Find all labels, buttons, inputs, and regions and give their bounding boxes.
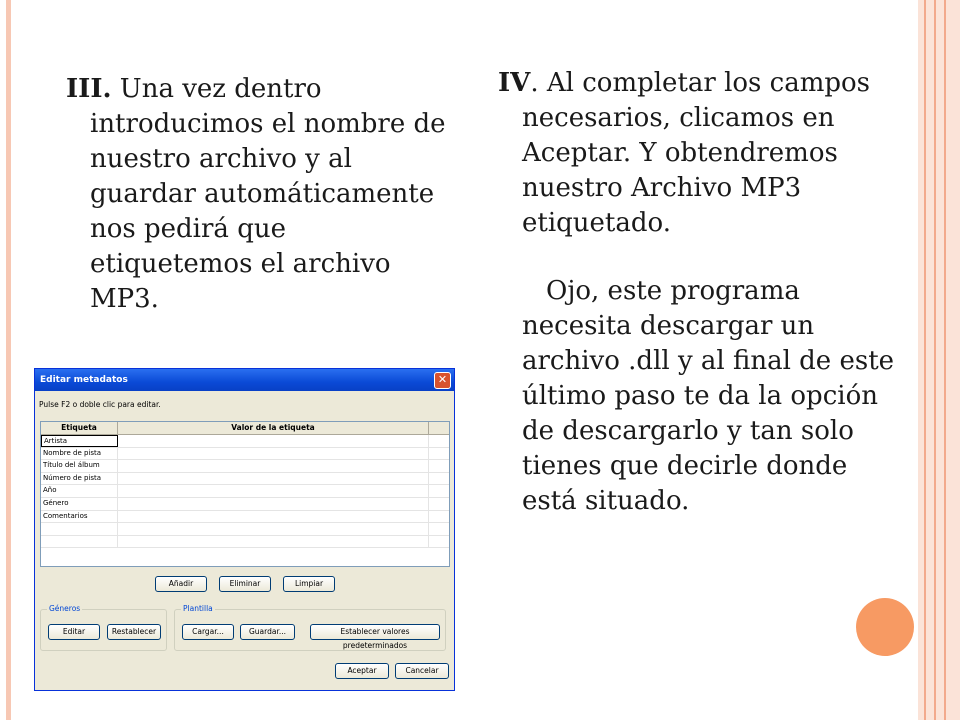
edit-genres-button[interactable]: Editar — [48, 624, 100, 640]
value-cell[interactable] — [118, 460, 429, 472]
tag-cell[interactable]: Género — [41, 498, 118, 510]
dialog-title: Editar metadatos — [40, 375, 128, 385]
tag-cell[interactable]: Título del álbum — [41, 460, 118, 472]
accept-button[interactable]: Aceptar — [335, 663, 389, 679]
genres-group — [40, 604, 167, 651]
right-text-block — [498, 66, 908, 519]
step-three-paragraph — [66, 72, 446, 317]
clear-button[interactable]: Limpiar — [283, 576, 335, 592]
table-row[interactable] — [41, 473, 449, 486]
left-border — [6, 0, 11, 720]
table-row[interactable] — [41, 448, 449, 461]
delete-button[interactable]: Eliminar — [219, 576, 271, 592]
template-group-label: Plantilla — [183, 604, 213, 613]
table-row[interactable] — [41, 523, 449, 536]
table-row[interactable] — [41, 536, 449, 549]
step-text: Una vez dentro introducimos el nombre de nuestro archivo y al guardar automáticamente nos pedirá que etiquetemos el archivo MP3. — [90, 74, 446, 314]
table-header — [41, 422, 449, 435]
cancel-button[interactable]: Cancelar — [395, 663, 449, 679]
tag-cell[interactable]: Artista — [41, 435, 118, 447]
close-icon[interactable]: ✕ — [434, 372, 451, 389]
decorative-circle — [856, 598, 914, 656]
add-button[interactable]: Añadir — [155, 576, 207, 592]
value-cell[interactable] — [118, 523, 429, 535]
dialog-titlebar — [35, 369, 454, 391]
edit-metadata-dialog — [34, 368, 455, 691]
save-template-button[interactable]: Guardar... — [240, 624, 295, 640]
border-stripe — [924, 0, 926, 720]
load-template-button[interactable]: Cargar... — [182, 624, 234, 640]
step-number: IV — [498, 68, 531, 98]
set-defaults-button[interactable]: Establecer valores predeterminados — [310, 624, 440, 640]
metadata-table — [40, 421, 450, 567]
tag-cell[interactable] — [41, 523, 118, 535]
genres-group-label: Géneros — [49, 604, 81, 613]
table-row[interactable] — [41, 511, 449, 524]
table-row[interactable] — [41, 498, 449, 511]
value-cell[interactable] — [118, 435, 429, 447]
value-cell[interactable] — [118, 485, 429, 497]
table-row[interactable] — [41, 435, 449, 448]
value-cell[interactable] — [118, 536, 429, 548]
border-stripe — [944, 0, 946, 720]
step-four-paragraph — [498, 66, 908, 241]
tag-cell[interactable]: Año — [41, 485, 118, 497]
template-group — [174, 604, 446, 651]
value-cell[interactable] — [118, 448, 429, 460]
border-stripe — [934, 0, 936, 720]
tag-cell[interactable]: Nombre de pista — [41, 448, 118, 460]
left-text-block — [66, 72, 446, 317]
right-border — [918, 0, 960, 720]
table-row[interactable] — [41, 460, 449, 473]
tag-cell[interactable]: Comentarios — [41, 511, 118, 523]
tag-cell[interactable]: Número de pista — [41, 473, 118, 485]
note-paragraph: Ojo, este programa necesita descargar un archivo .dll y al final de este último paso te da la opción de descargarlo y tan solo tienes que decirle donde está situado. — [522, 276, 895, 516]
edit-hint: Pulse F2 o doble clic para editar. — [39, 400, 161, 409]
column-header-value[interactable]: Valor de la etiqueta — [118, 422, 429, 434]
column-header-tag[interactable]: Etiqueta — [41, 422, 118, 434]
step-number: III. — [66, 74, 112, 104]
table-row[interactable] — [41, 485, 449, 498]
step-text: . Al completar los campos necesarios, clicamos en Aceptar. Y obtendremos nuestro Archivo MP3 etiquetado. — [522, 68, 871, 238]
value-cell[interactable] — [118, 473, 429, 485]
reset-genres-button[interactable]: Restablecer — [107, 624, 161, 640]
tag-cell[interactable] — [41, 536, 118, 548]
value-cell[interactable] — [118, 498, 429, 510]
value-cell[interactable] — [118, 511, 429, 523]
